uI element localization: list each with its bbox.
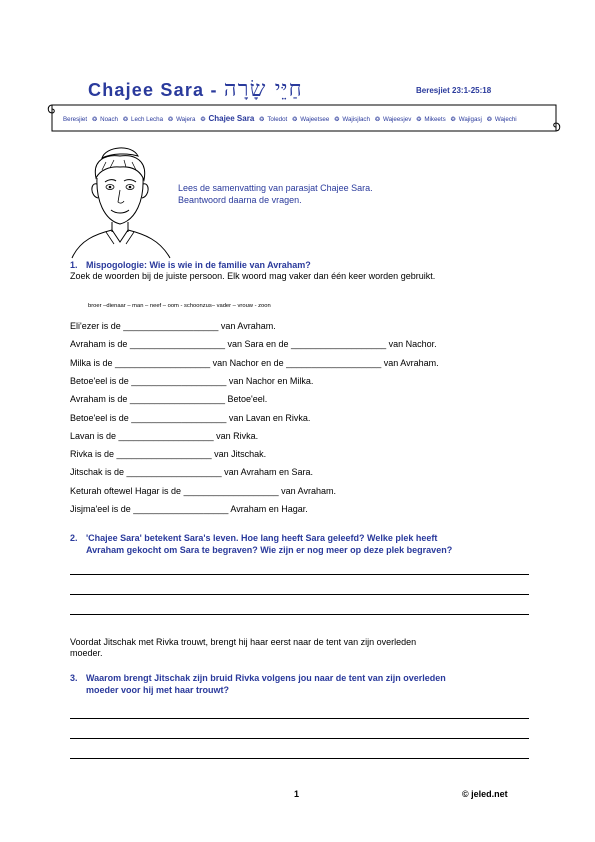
copyright: © jeled.net [462, 789, 508, 799]
question-3-number: 3. [70, 673, 78, 683]
boy-illustration [66, 140, 176, 260]
separator-icon: ❂ [374, 117, 380, 123]
intro-line-2: Beantwoord daarna de vragen. [178, 195, 302, 205]
question-1 [70, 259, 311, 271]
parasha-link[interactable]: Wajeesjev [383, 116, 412, 123]
separator-icon: ❂ [168, 117, 174, 123]
separator-icon: ❂ [416, 117, 422, 123]
bible-reference: Beresjiet 23:1-25:18 [416, 86, 492, 95]
separator-icon: ❂ [259, 117, 265, 123]
question-2-line-1: 'Chajee Sara' betekent Sara's leven. Hoe lang heeft Sara geleefd? Welke plek heeft [86, 533, 438, 543]
intro-text [178, 182, 373, 206]
fill-in-sentence[interactable]: Betoe'eel is de ___________________ van Nachor en Milka. [70, 375, 314, 386]
parasha-link[interactable]: Toledot [267, 116, 288, 123]
answer-line[interactable] [70, 738, 529, 739]
parasha-link[interactable]: Lech Lecha [131, 116, 164, 123]
hebrew-title: חַיֵּי שָׂרָה [223, 77, 303, 102]
page-title [88, 76, 303, 102]
separator-icon: ❂ [450, 117, 456, 123]
answer-line[interactable] [70, 594, 529, 595]
parasha-link[interactable]: Wajechi [494, 116, 517, 123]
parasha-link[interactable]: Beresjiet [63, 116, 88, 123]
passage-line-2: moeder. [70, 648, 103, 658]
answer-line[interactable] [70, 758, 529, 759]
separator-icon: ❂ [200, 117, 206, 123]
question-3-line-1: Waarom brengt Jitschak zijn bruid Rivka volgens jou naar de tent van zijn overleden [86, 673, 446, 683]
answer-line[interactable] [70, 574, 529, 575]
question-2 [70, 532, 452, 556]
fill-in-sentence[interactable]: Milka is de ___________________ van Nachor en de ___________________ van Avraham. [70, 357, 439, 368]
question-3 [70, 672, 446, 696]
answer-line[interactable] [70, 718, 529, 719]
passage-line-1: Voordat Jitschak met Rivka trouwt, brengt hij haar eerst naar de tent van zijn overleden [70, 637, 417, 647]
fill-in-sentence[interactable]: Eli'ezer is de ___________________ van Avraham. [70, 321, 276, 331]
fill-in-sentence[interactable]: Betoe'eel is de ___________________ van Lavan en Rivka. [70, 412, 311, 423]
fill-in-sentence[interactable]: Jisjma'eel is de ___________________ Avraham en Hagar. [70, 504, 308, 514]
question-1-instruction: Zoek de woorden bij de juiste persoon. Elk woord mag vaker dan één keer worden gebruikt. [70, 271, 436, 281]
fill-in-sentence[interactable]: Lavan is de ___________________ van Rivka. [70, 430, 259, 441]
parasha-link[interactable]: Wajeetsee [300, 116, 330, 123]
parasha-link[interactable]: Mikeets [424, 116, 446, 123]
separator-icon: ❂ [123, 117, 129, 123]
fill-in-sentence[interactable]: Jitschak is de ___________________ van Avraham en Sara. [70, 467, 314, 478]
question-2-number: 2. [70, 533, 78, 543]
separator-icon: ❂ [292, 117, 298, 123]
parasha-link[interactable]: Wajigasj [458, 116, 482, 123]
passage-text [70, 637, 526, 659]
parasha-link[interactable]: Wajisjlach [342, 116, 370, 123]
intro-line-1: Lees de samenvatting van parasjat Chajee Sara. [178, 183, 373, 193]
parasha-link[interactable]: Chajee Sara [208, 114, 255, 123]
question-1-text: Mispogologie: Wie is wie in de familie van Avraham? [86, 260, 311, 270]
question-1-number: 1. [70, 260, 78, 270]
fill-in-sentence[interactable]: Avraham is de ___________________ van Sara en de ___________________ van Nachor. [70, 339, 437, 350]
fill-in-sentence[interactable]: Avraham is de ___________________ Betoe'eel. [70, 394, 268, 405]
question-2-line-2: Avraham gekocht om Sara te begraven? Wie zijn er nog meer op deze plek begraven? [86, 545, 453, 555]
separator-icon: ❂ [334, 117, 340, 123]
title-text: Chajee Sara - [88, 80, 218, 100]
parasha-link[interactable]: Wajera [176, 116, 196, 123]
fill-in-sentence[interactable]: Rivka is de ___________________ van Jitschak. [70, 449, 267, 460]
parasha-link[interactable]: Noach [100, 116, 118, 123]
answer-line[interactable] [70, 614, 529, 615]
page-number: 1 [294, 789, 300, 799]
separator-icon: ❂ [486, 117, 492, 123]
question-3-line-2: moeder voor hij met haar trouwt? [86, 685, 230, 695]
fill-in-sentence[interactable]: Keturah oftewel Hagar is de ___________________ van Avraham. [70, 485, 337, 496]
separator-icon: ❂ [92, 117, 98, 123]
word-bank: broer –dienaar – man – neef – oom - schoonzus– vader – vrouw - zoon [88, 303, 271, 309]
parasha-nav [63, 114, 555, 123]
